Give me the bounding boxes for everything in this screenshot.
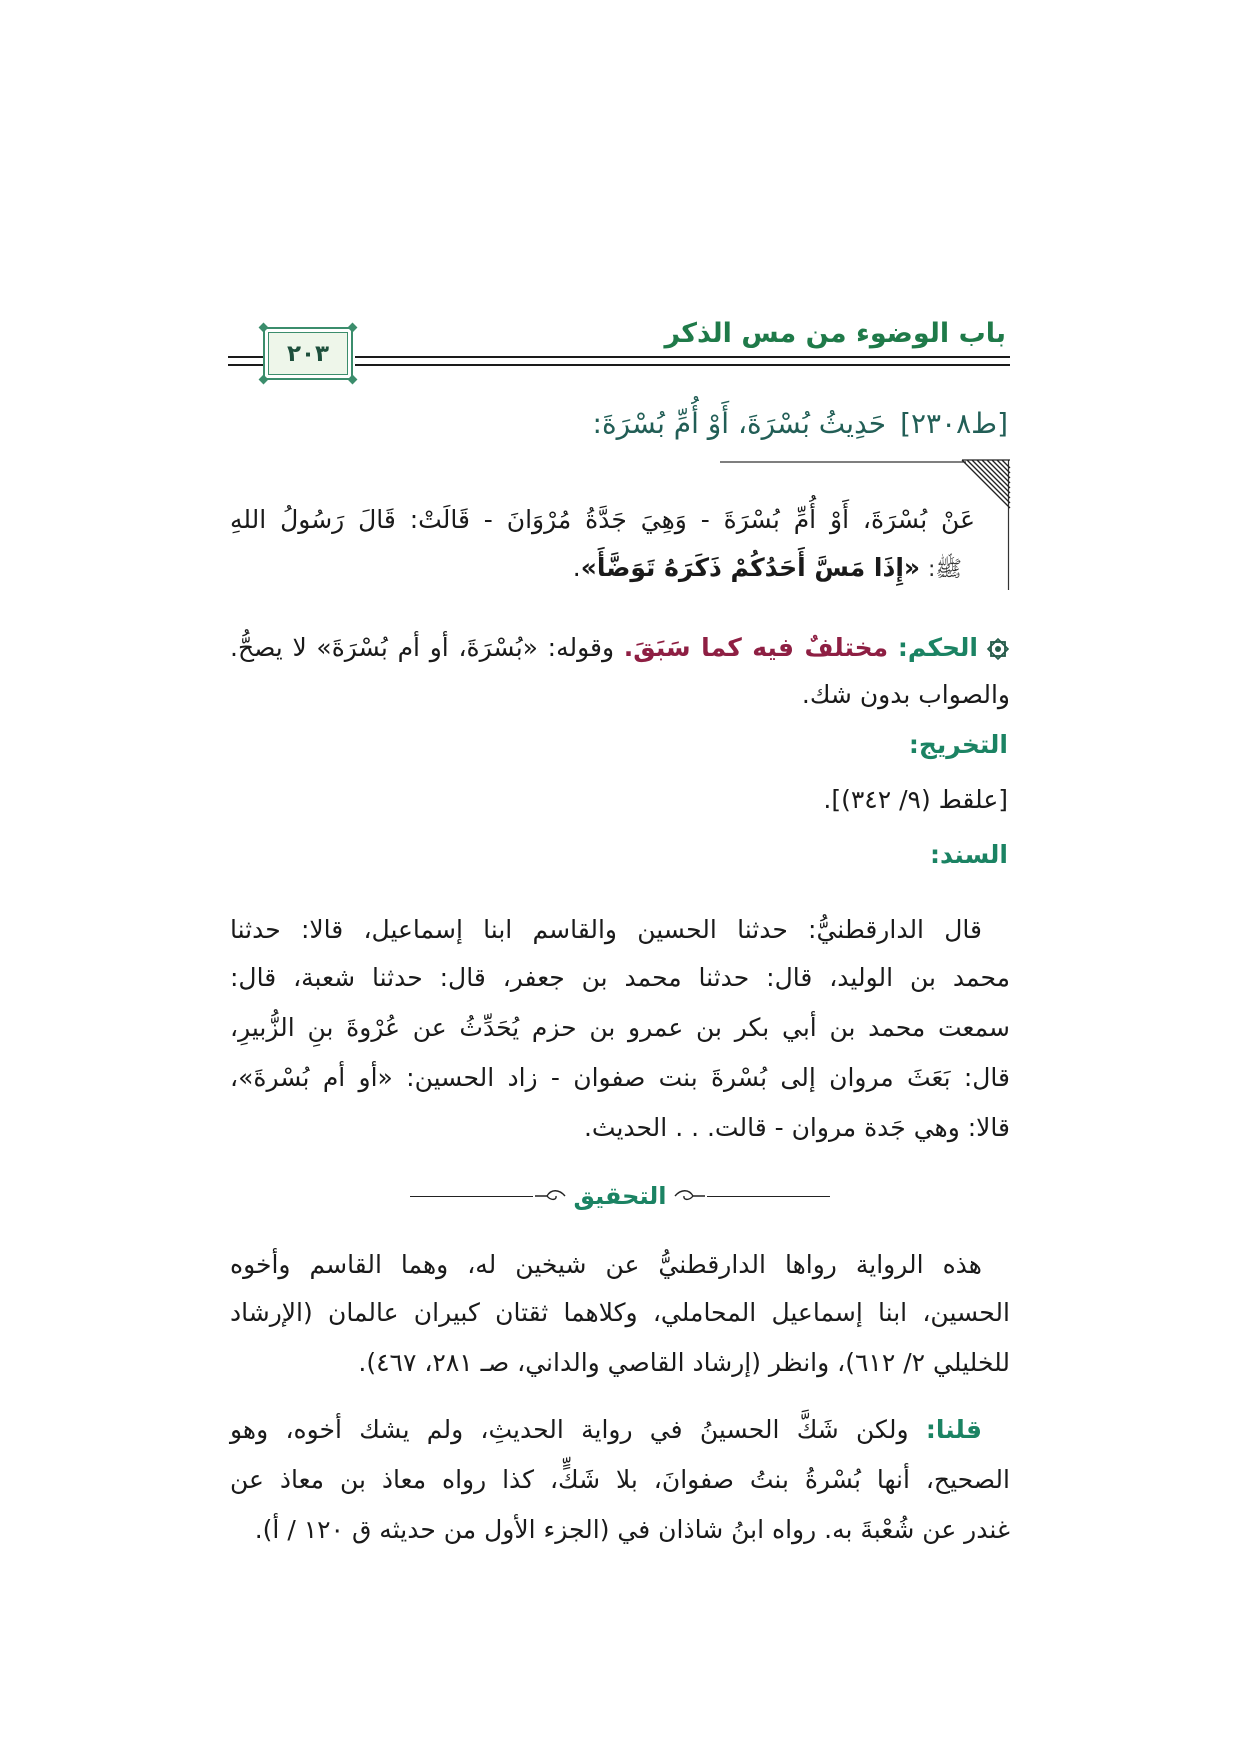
sanad-label: السند: [929, 840, 1008, 869]
tahqiq-heading: التحقيق [573, 1182, 667, 1210]
ruling-verdict: مختلفٌ فيه كما سَبَقَ. [623, 633, 889, 662]
fleuron-icon [533, 1188, 567, 1204]
page-number-box [268, 332, 348, 375]
tahqiq-line: هذه الرواية رواها الدارقطنيُّ عن شيخين له، وهما القاسم وأخوه [230, 1250, 982, 1279]
tahqiq-line [230, 1408, 1010, 1452]
rub-el-hizb-icon [986, 637, 1010, 661]
divider-line [707, 1196, 830, 1197]
divider-line [410, 1196, 533, 1197]
sanad-line: سمعت محمد بن أبي بكر بن عمرو بن حزم يُحَدِّثُ عن عُرْوةَ بنِ الزُّبيرِ، [230, 1013, 1010, 1042]
tahqiq-text: ولكن شَكَّ الحسينُ في رواية الحديثِ، ولم يشك أخوه، وهو [230, 1415, 909, 1444]
ruling-label: الحكم: [897, 633, 978, 662]
tahqiq-line: الحسين، ابنا إسماعيل المحاملي، وكلاهما ثقتان كبيران عالمان (الإرشاد [230, 1298, 1010, 1327]
sanad-line: قال الدارقطنيُّ: حدثنا الحسين والقاسم ابنا إسماعيل، قالا: حدثنا [230, 915, 982, 944]
page-number: ٢٠٣ [286, 340, 330, 367]
hadith-text-line-1: عَنْ بُسْرَةَ، أَوْ أُمِّ بُسْرَةَ - وَهِيَ جَدَّةُ مُرْوَانَ - قَالَتْ: قَالَ رَسُولُ اللهِ [230, 505, 975, 534]
header-rule-right [355, 356, 1010, 366]
tahqiq-line: الصحيح، أنها بُسْرةُ بنتُ صفوانَ، بلا شَكٍّ، كذا رواه معاذ بن معاذ عن [230, 1465, 1010, 1494]
sanad-line: محمد بن الوليد، قال: حدثنا محمد بن جعفر، قال: حدثنا شعبة، قال: [230, 963, 1010, 992]
qulna-label: قلنا: [925, 1415, 982, 1444]
frame-corner-ornament [348, 323, 358, 333]
hadith-text-line-2 [480, 546, 962, 590]
tahqiq-line: للخليلي ٢/ ٦١٢)، وانظر (إرشاد القاصي والداني، صـ ٢٨١، ٤٦٧). [358, 1348, 1010, 1377]
sanad-line: قالا: وهي جَدة مروان - قالت. . . الحديث. [583, 1113, 1010, 1142]
sanad-line: قال: بَعَثَ مروان إلى بُسْرةَ بنت صفوان - زاد الحسين: «أو أم بُسْرةَ»، [230, 1063, 1010, 1092]
entry-heading [420, 402, 1008, 446]
honorific: ﷺ: [928, 557, 962, 582]
tahqiq-line: غندر عن شُعْبةَ به. رواه ابنُ شاذان في (الجزء الأول من حديثه ق ١٢٠ / أ). [254, 1515, 1010, 1544]
hadith-end: . [572, 553, 581, 582]
entry-number: [٢٣٠٨ط] [900, 407, 1008, 440]
ruling-line-1 [230, 626, 1010, 670]
tahqiq-divider [410, 1181, 830, 1211]
frame-corner-ornament [348, 375, 358, 385]
frame-corner-ornament [259, 323, 269, 333]
chapter-title: باب الوضوء من مس الذكر [664, 318, 1006, 349]
fleuron-icon [673, 1188, 707, 1204]
hadith-quote: «إِذَا مَسَّ أَحَدُكُمْ ذَكَرَهُ تَوَضَّأَ» [580, 553, 921, 582]
ruling-line-2: والصواب بدون شك. [801, 680, 1010, 709]
header-rule-left [228, 356, 263, 366]
takhrij-source: [علقط (٩/ ٣٤٢)]. [823, 785, 1008, 814]
entry-title: حَدِيثُ بُسْرَةَ، أَوْ أُمِّ بُسْرَةَ: [592, 407, 887, 440]
frame-corner-ornament [259, 375, 269, 385]
page-number-frame [263, 327, 353, 380]
takhrij-label: التخريج: [908, 730, 1008, 759]
ruling-comment: وقوله: «بُسْرَةَ، أو أم بُسْرَةَ» لا يصحُّ. [230, 633, 615, 662]
